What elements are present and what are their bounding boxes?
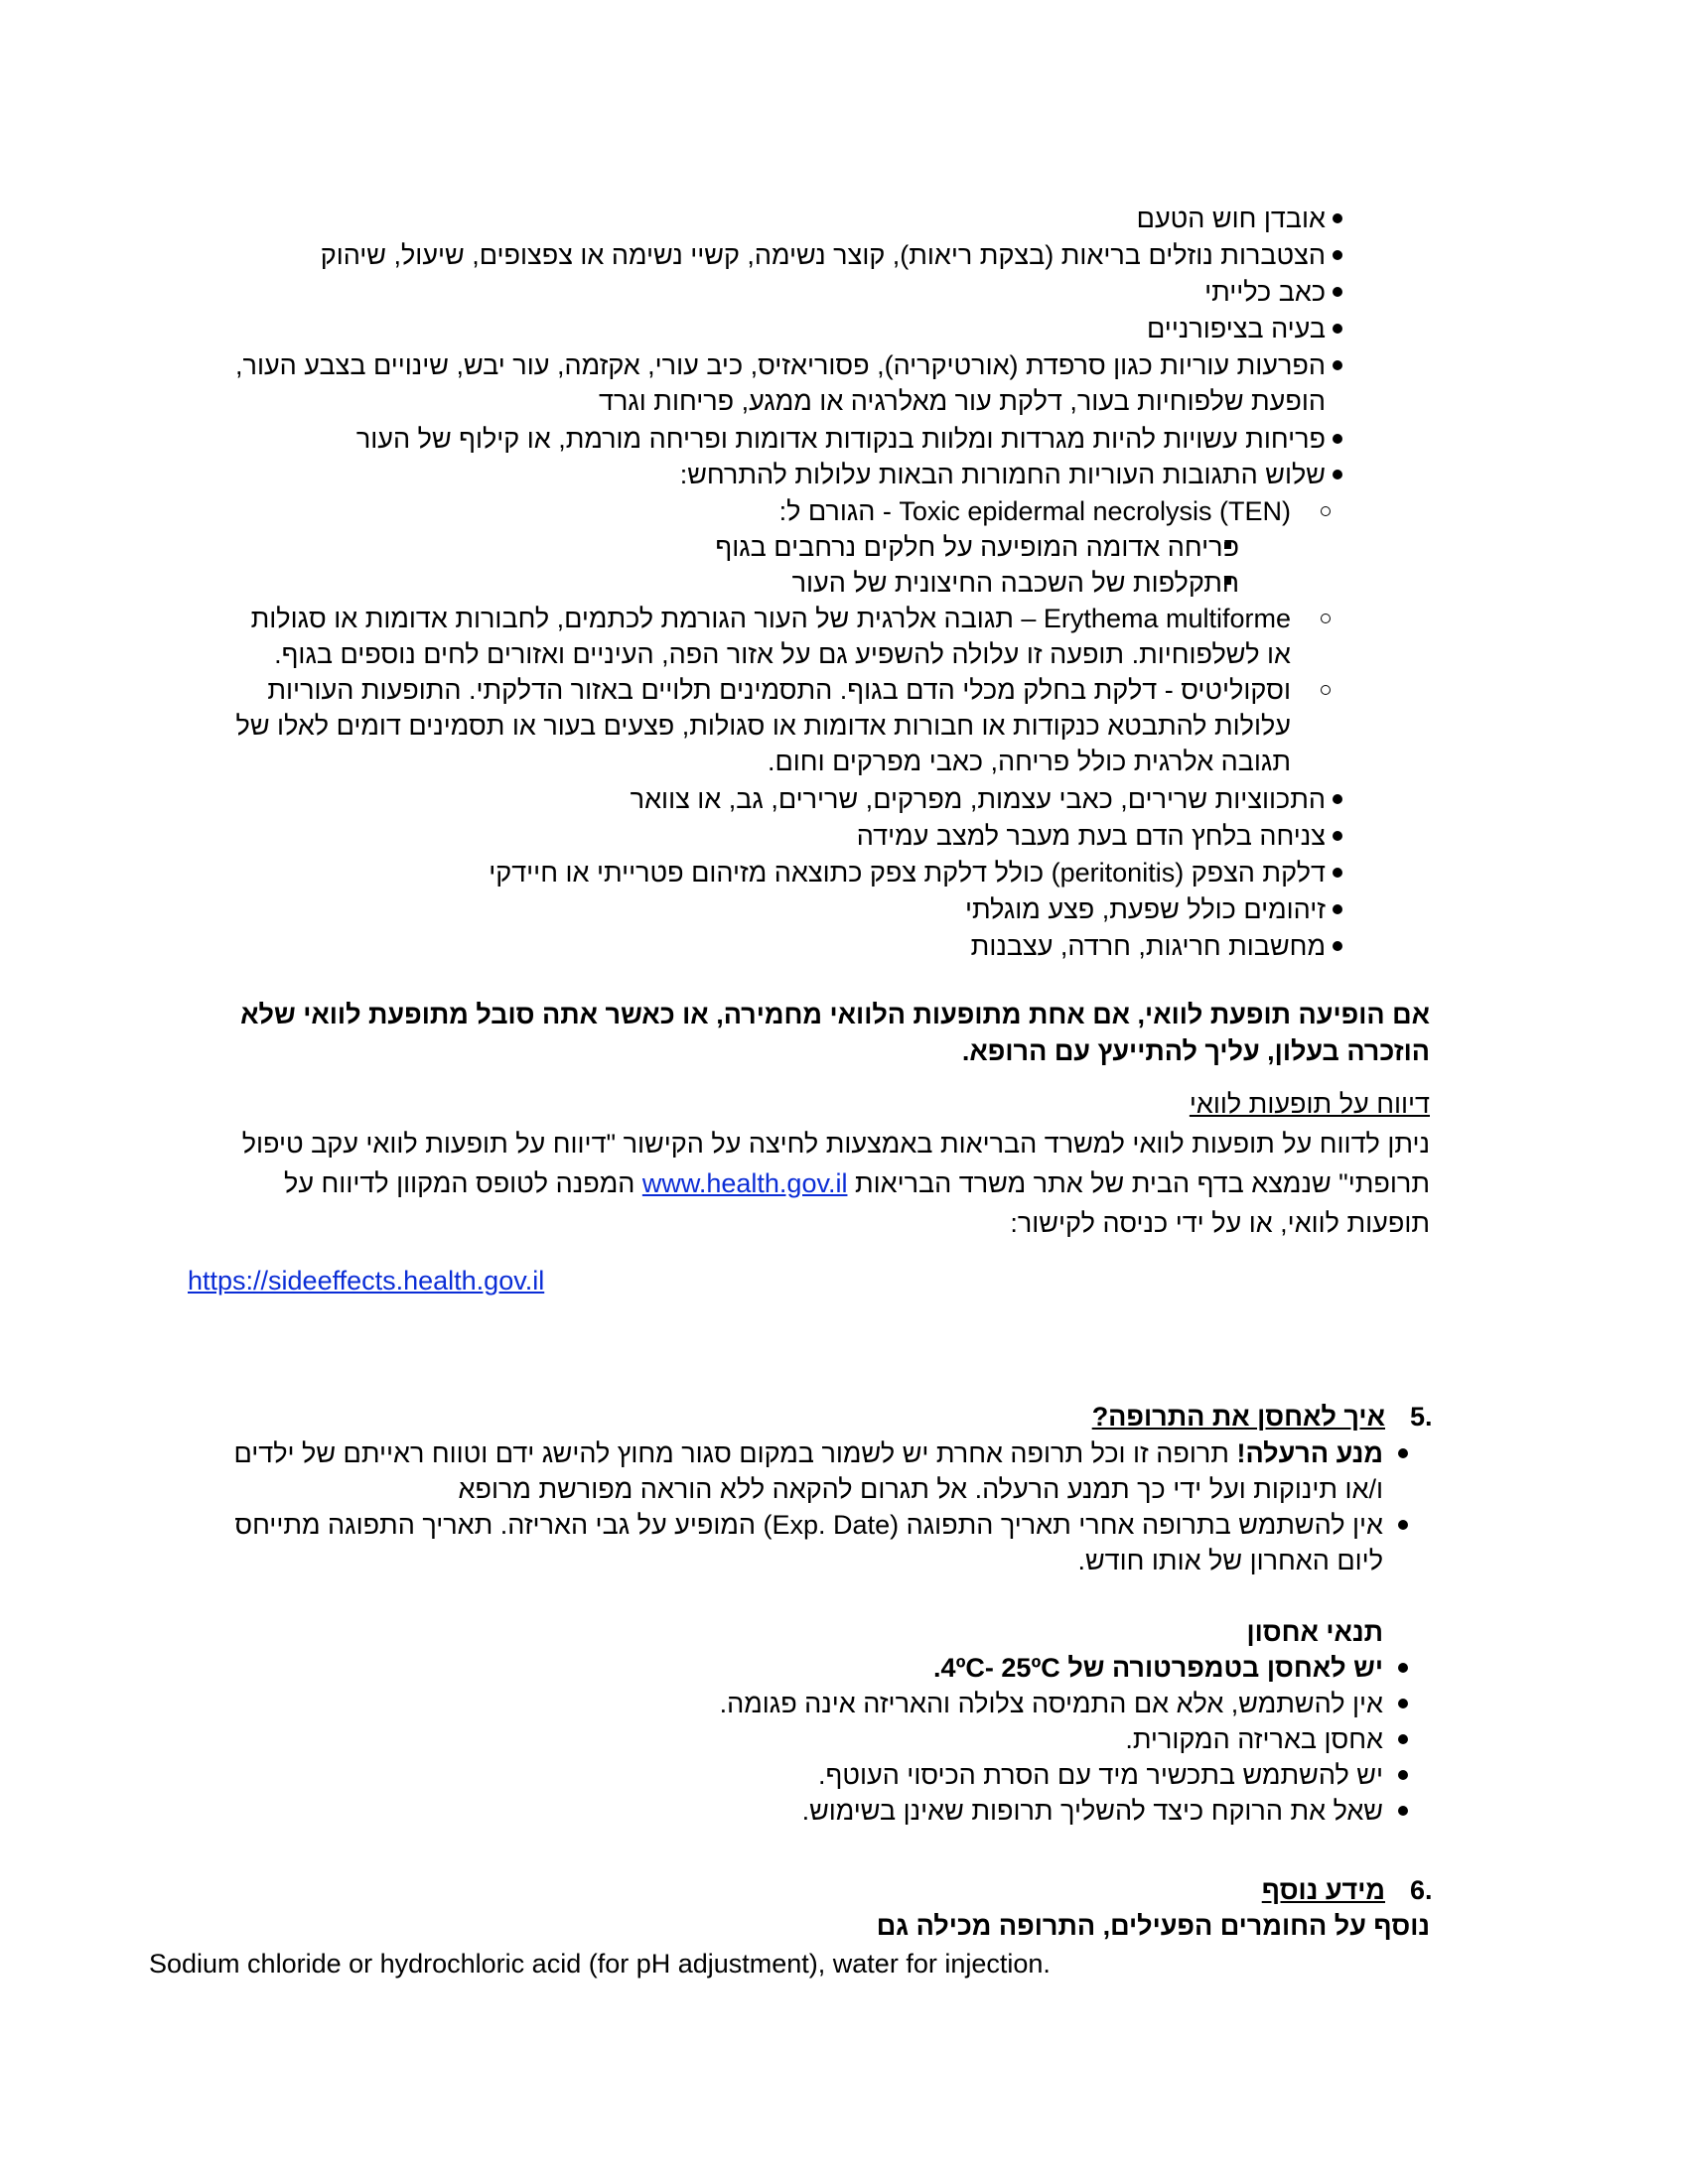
bullet-icon <box>1398 1806 1408 1816</box>
storage-item: אין להשתמש, אלא אם התמיסה צלולה והאריזה אינה פגומה. <box>719 1689 1383 1718</box>
bullet-icon <box>1398 1734 1408 1744</box>
reporting-text: ניתן לדווח על תופעות לוואי למשרד הבריאות באמצעות לחיצה על הקישור "דיווח על תופעות לוואי עקב טיפול <box>241 1129 1430 1159</box>
bullet-icon <box>1398 1770 1408 1780</box>
prevent-poisoning-label: מנע הרעלה! <box>1236 1438 1383 1468</box>
reporting-heading: דיווח על תופעות לוואי <box>1189 1089 1430 1119</box>
list-item-continuation: ו/או תינוקות ועל ידי כך תמנע הרעלה. אל תגרום להקאה ללא הוראה מפורשת מרופא <box>458 1474 1383 1504</box>
storage-item: אחסן באריזה המקורית. <box>1125 1724 1383 1754</box>
bullet-icon <box>1333 941 1342 951</box>
section-6-subheading: נוסף על החומרים הפעילים, התרופה מכילה גם <box>876 1911 1430 1941</box>
bullet-icon <box>1333 324 1342 334</box>
circle-bullet-icon <box>1321 685 1331 695</box>
sub-sub-list-item: התקלפות של השכבה החיצונית של העור <box>791 568 1239 598</box>
sub-list-item: Erythema multiforme – תגובה אלרגית של העור הגורמת לכתמים, לחבורות אדומות או סגולות <box>250 604 1291 633</box>
bullet-icon <box>1333 360 1342 370</box>
list-item: כאב כלייתי <box>1204 277 1326 307</box>
list-item: שלוש התגובות העוריות החמורות הבאות עלולות להתרחש: <box>679 460 1326 489</box>
circle-bullet-icon <box>1321 614 1331 623</box>
storage-item: יש להשתמש בתכשיר מיד עם הסרת הכיסוי העוטף. <box>818 1760 1383 1790</box>
bullet-icon <box>1333 904 1342 914</box>
list-item: אין להשתמש בתרופה אחרי תאריך התפוגה (Exp. Date) המופיע על גבי האריזה. תאריך התפוגה מתייחס <box>234 1510 1383 1540</box>
bullet-icon <box>1333 434 1342 444</box>
list-item: זיהומים כולל שפעת, פצע מוגלתי <box>964 894 1326 924</box>
bullet-icon <box>1333 794 1342 804</box>
storage-item: יש לאחסן בטמפרטורה של 4ºC- 25ºC. <box>933 1653 1383 1683</box>
bullet-icon <box>1333 250 1342 260</box>
list-item-continuation: הופעת שלפוחיות בעור, דלקת עור מאלרגיה או ממגע, פריחות וגרד <box>598 386 1326 416</box>
reporting-text-part: המפנה לטופס המקוון לדיווח על <box>284 1168 642 1198</box>
circle-bullet-icon <box>1321 506 1331 516</box>
list-item-continuation: ליום האחרון של אותו חודש. <box>1077 1546 1383 1575</box>
section-6-number: 6. <box>1410 1875 1433 1905</box>
section-5-number: 5. <box>1410 1402 1433 1432</box>
list-item: התכווציות שרירים, כאבי עצמות, מפרקים, שרירים, גב, או צוואר <box>630 784 1326 814</box>
health-ministry-link[interactable]: www.health.gov.il <box>641 1168 848 1198</box>
sub-list-item-continuation: תגובה אלרגית כולל פריחה, כאבי מפרקים וחום. <box>767 747 1291 776</box>
sub-list-item-continuation: עלולות להתבטא כנקודות או חבורות אדומות או סגולות, פצעים בעור או תסמינים דומים לאלו של <box>235 711 1291 741</box>
bullet-icon <box>1333 213 1342 223</box>
list-item: צניחה בלחץ הדם בעת מעבר למצב עמידה <box>856 821 1326 851</box>
list-item: דלקת הצפק (peritonitis) כולל דלקת צפק כתוצאה מזיהום פטרייתי או חיידקי <box>489 858 1326 887</box>
section-6-title: מידע נוסף <box>1261 1875 1385 1905</box>
bullet-icon <box>1398 1520 1408 1530</box>
bullet-icon <box>1333 831 1342 841</box>
sideeffects-report-link[interactable]: https://sideeffects.health.gov.il <box>188 1266 545 1296</box>
list-item: מחשבות חריגות, חרדה, עצבנות <box>970 931 1326 961</box>
reporting-text: תופעות לוואי, או על ידי כניסה לקישור: <box>1010 1208 1430 1238</box>
list-item: פריחות עשויות להיות מגרדות ומלוות בנקודות אדומות ופריחה מורמת, או קילוף של העור <box>355 424 1326 454</box>
storage-item: שאל את הרוקח כיצד להשליך תרופות שאינן בשימוש. <box>801 1796 1383 1826</box>
sub-list-item-continuation: או לשלפוחיות. תופעה זו עלולה להשפיע גם על אזור הפה, העיניים ואזורים לחים נוספים בגוף. <box>274 639 1291 669</box>
reporting-text-part: תרופתי" שנמצא בדף הבית של אתר משרד הבריאות <box>847 1168 1430 1198</box>
excipients-text: Sodium chloride or hydrochloric acid (for pH adjustment), water for injection. <box>149 1949 1051 1979</box>
bullet-icon <box>1398 1699 1408 1708</box>
list-item: הצטברות נוזלים בריאות (בצקת ריאות), קוצר נשימה, קשיי נשימה או צפצופים, שיעול, שיהוק <box>320 240 1326 270</box>
list-item <box>233 1435 1383 1472</box>
warning-text: הוזכרה בעלון, עליך להתייעץ עם הרופא. <box>961 1036 1430 1066</box>
bullet-icon <box>1398 1663 1408 1673</box>
warning-text: אם הופיעה תופעת לוואי, אם אחת מתופעות הלוואי מחמירה, או כאשר אתה סובל מתופעת לוואי שלא <box>240 1000 1430 1029</box>
bullet-icon <box>1333 868 1342 878</box>
list-item: הפרעות עוריות כגון סרפדת (אורטיקריה), פסוריאזיס, כיב עורי, אקזמה, עור יבש, שינויים בצבע העור, <box>235 350 1326 380</box>
reporting-text <box>284 1165 1430 1202</box>
list-item: בעיה בציפורניים <box>1147 314 1326 343</box>
sub-sub-list-item: פריחה אדומה המופיעה על חלקים נרחבים בגוף <box>715 532 1239 562</box>
sub-list-item: Toxic epidermal necrolysis (TEN) - הגורם ל: <box>778 496 1291 526</box>
sub-list-item: וסקוליטיס - דלקת בחלק מכלי הדם בגוף. התסמינים תלויים באזור הדלקתי. התופעות העוריות <box>267 675 1291 705</box>
section-5-title: איך לאחסן את התרופה? <box>1091 1402 1385 1432</box>
bullet-icon <box>1333 470 1342 479</box>
bullet-icon <box>1398 1448 1408 1458</box>
bullet-icon <box>1333 287 1342 297</box>
storage-heading: תנאי אחסון <box>1246 1617 1383 1647</box>
prevent-poisoning-text: תרופה זו וכל תרופה אחרת יש לשמור במקום סגור מחוץ להישג ידם וטווח ראייתם של ילדים <box>233 1438 1237 1468</box>
list-item: אובדן חוש הטעם <box>1136 204 1326 233</box>
